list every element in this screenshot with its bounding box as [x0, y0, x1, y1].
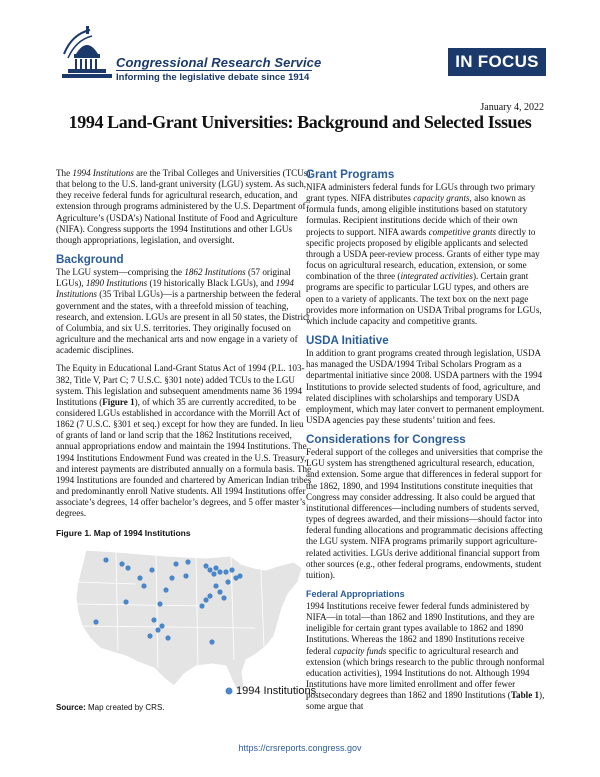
institution-dot [149, 567, 154, 572]
institution-dot [185, 559, 190, 564]
brand-divider [116, 70, 312, 71]
institution-dot [217, 589, 222, 594]
us-map [56, 542, 312, 700]
institution-dot [217, 569, 222, 574]
institution-dot [173, 561, 178, 566]
institution-dot [207, 593, 212, 598]
institution-dot [203, 563, 208, 568]
federal-appropriations-paragraph: 1994 Institutions receive fewer federal funds administered by NIFA—in total—than 1862 and 1890 Institutions, and they are ineligible for certain grant types available to 1862 and 1890 Institutions. Whereas the 1862 and 1890 Institutions receive federal capacity funds specific to agricultural research and extension (which brings research to the public through nonformal education activities), 1994 Institutions do not. Although 1994 Institutions have more limited enrollment and offer fewer postsecondary degrees than 1862 and 1890 Institutions (Table 1), some argue that [306, 601, 545, 712]
institution-dot [229, 567, 234, 572]
institution-dot [165, 635, 170, 640]
capitol-dome-icon [60, 24, 112, 80]
org-tagline: Informing the legislative debate since 1914 [116, 72, 310, 83]
grant-programs-heading: Grant Programs [306, 168, 395, 181]
institution-dot [213, 583, 218, 588]
institution-dot [233, 575, 238, 580]
right-column [306, 168, 546, 720]
institution-dot [147, 633, 152, 638]
page-title: 1994 Land-Grant Universities: Background and Selected Issues [68, 112, 532, 132]
in-focus-badge: IN FOCUS [448, 48, 546, 76]
institution-dot [209, 639, 214, 644]
figure-title: Figure 1. Map of 1994 Institutions [56, 527, 191, 538]
us-landmass [76, 550, 302, 692]
institution-dot [211, 571, 216, 576]
figure-source: Source: Map created by CRS. [56, 702, 165, 712]
figure-1-link[interactable]: Figure 1 [102, 396, 135, 407]
us-map-figure [56, 542, 317, 700]
org-name: Congressional Research Service [116, 55, 322, 70]
institution-dot [137, 575, 142, 580]
left-column [56, 168, 317, 712]
federal-appropriations-heading: Federal Appropriations [306, 589, 405, 599]
institution-dot [93, 619, 98, 624]
institution-dot [157, 601, 162, 606]
institution-dot [119, 561, 124, 566]
considerations-heading: Considerations for Congress [306, 433, 466, 447]
institution-dot [223, 569, 228, 574]
institution-dot [221, 595, 226, 600]
intro-paragraph: The 1994 Institutions are the Tribal Colleges and Universities (TCUs) that belong to the U.S. land-grant university (LGU) system. As such, they receive federal funds for agricultural research, education, and extension through programs administered by the U.S. Department of Agriculture’s (USDA’s) National Institute of Food and Agriculture (NIFA). Congress supports the 1994 Institutions and other LGUs though appropriations, legislation, and oversight. [56, 168, 311, 245]
institution-dot [169, 575, 174, 580]
institution-dot [203, 597, 208, 602]
grant-programs-paragraph: NIFA administers federal funds for LGUs through two primary grant types. NIFA distributes capacity grants, also known as formula funds, among eligible institutions based on statutory formulas. Recipient institutions decide which of their own projects to support. NIFA awards competitive grants directly to specific projects proposed by eligible applicants and selected through a USDA peer-review process. Grants of either type may focus on agricultural research, education, extension, or some combination of the three (integrated activities). Certain grant programs are specific to particular LGU types, and others are open to a variety of applicants. The text box on the next page provides more information on USDA Tribal programs for LGUs, which include capacity and competitive grants. [306, 182, 542, 326]
usda-initiative-heading: USDA Initiative [306, 334, 389, 348]
institution-dot [183, 573, 188, 578]
background-paragraph-2: The Equity in Educational Land-Grant Status Act of 1994 (P.L. 103-382, Title V, Part C; 7 U.S.C. §301 note) added TCUs to the LGU system. This legislation and subsequent amendments name 36 1994 Institutions (Figure 1), of which 35 are currently accredited, to be considered LGUs established in accordance with the Morrill Act of 1862 (7 U.S.C. §301 et seq.) except for how they are funded. In lieu of grants of land or land scrip that the 1862 Institutions received, annual appropriations endow and maintain the 1994 Institutions. The 1994 Institutions Endowment Fund was created in the U.S. Treasury, and interest payments are distributed annually on a formula basis. The 1994 Institutions are founded and chartered by American Indian tribes and predominantly enroll Native students. All 1994 Institutions offer associate’s degrees, 14 offer bachelor’s degrees, and 5 offer master’s degrees. [56, 363, 312, 519]
institution-dot [125, 565, 130, 570]
institution-dot [199, 603, 204, 608]
crs-logo [60, 24, 112, 80]
institution-dot [123, 599, 128, 604]
background-heading: Background [56, 253, 124, 267]
institution-dot [213, 565, 218, 570]
table-1-link[interactable]: Table 1 [510, 690, 540, 701]
institution-dot [141, 583, 146, 588]
institution-dot [103, 557, 108, 562]
institution-dot [159, 623, 164, 628]
publication-date: January 4, 2022 [480, 102, 544, 113]
considerations-paragraph: Federal support of the colleges and universities that comprise the LGU system has strengthened agricultural research, education, and extension. Some argue that differences in federal support for the 1862, 1890, and 1994 Institutions constitute inequities that Congress may consider addressing. It also could be argued that institutional differences—including numbers of students served, types of degrees awarded, and their missions—should factor into federal funding allocations and programmatic decisions affecting the LGU system. NIFA programs primarily support agriculture-related activities. LGUs derive additional financial support from other sources (e.g., other federal programs, endowments, student tuition). [306, 447, 543, 580]
institution-dot [163, 587, 168, 592]
institution-dot [155, 627, 160, 632]
institution-dot [225, 579, 230, 584]
background-paragraph-1: The LGU system—comprising the 1862 Institutions (57 original LGUs), 1890 Institutions (19 historically Black LGUs), and 1994 Institutions (35 Tribal LGUs)—is a partnership between the federal government and the states, with a threefold mission of teaching, research, and extension. LGUs are present in all 50 states, the District of Columbia, and six U.S. territories. They originally focused on agriculture and the mechanical arts and now engage in a variety of academic disciplines. [56, 267, 310, 356]
footer-url[interactable]: https://crsreports.congress.gov [238, 743, 362, 753]
legend-dot [226, 687, 233, 694]
institution-dot [151, 617, 156, 622]
institution-dot [207, 567, 212, 572]
map-legend-label: 1994 Institutions [236, 684, 317, 697]
usda-initiative-paragraph: In addition to grant programs created through legislation, USDA has managed the USDA/1994 Tribal Scholars Program as a departmental initiative since 2008. USDA partners with the 1994 Institutions to provide selected students of food, agriculture, and related disciplines with scholarships and temporary USDA employment, which may later convert to permanent employment. USDA agencies pay these students’ tuition and fees. [306, 348, 545, 425]
